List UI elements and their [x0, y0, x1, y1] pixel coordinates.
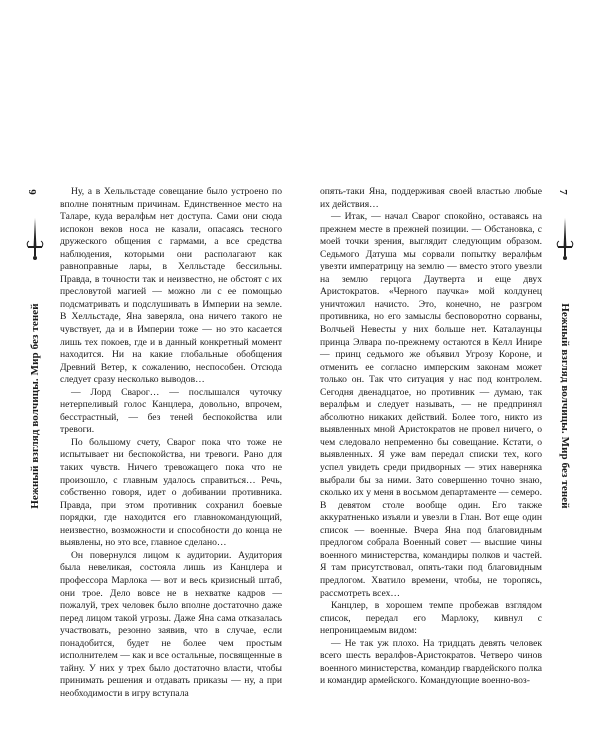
- page-number: 6: [26, 189, 39, 195]
- running-head: Нежный взгляд волчицы. Мир без теней: [559, 303, 571, 509]
- sword-ornament-icon: [555, 216, 575, 260]
- right-page: [300, 0, 600, 750]
- paragraph: Канцлер, в хорошем темпе пробежав взглядом список, передал его Марлоку, кивнул с непроницаемым видом:: [320, 600, 542, 637]
- paragraph: — Лорд Сварог… — послышался чуточку нетерпеливый голос Канцлера, довольно, впрочем, бесстрастный, — без теней беспокойства или тревоги.: [60, 386, 282, 436]
- sword-ornament-icon: [25, 216, 45, 260]
- paragraph: По большому счету, Сварог пока что тоже не испытывает ни беспокойства, ни тревоги. Рано для таких чувств. Ничего тревожащего пока что не произошло, с главным удалось справиться… Речь, собственно говоря, идет о добивании противника. Правда, при этом противник сохранил боевые порядки, где находится его главнокомандующий, неизвестно, возможности и способности до конца не выявлены, но это все, главное сделано…: [60, 436, 282, 549]
- paragraph: — Не так уж плохо. На тридцать девять человек всего шесть вералфов-Аристократов. Четверо чинов военного министерства, командир гвардейского полка и командир армейского. Командующие военно-воз-: [320, 637, 542, 687]
- right-side-band: [552, 150, 578, 630]
- paragraph: опять-таки Яна, поддерживая своей властью любые их действия…: [320, 186, 542, 210]
- running-head: Нежный взгляд волчицы. Мир без теней: [29, 303, 41, 509]
- body-text: [320, 186, 542, 688]
- page-number: 7: [556, 189, 569, 195]
- left-side-band: [22, 150, 48, 630]
- paragraph: — Итак, — начал Сварог спокойно, оставаясь на прежнем месте в прежней позиции. — Обстановка, с моей точки зрения, выглядит следующим образом. Седьмого Датуша мы сорвали попытку вералфьм увезти императрицу на землю — вместо этого увезли на землю герцога Даутверта и еще двух Аристократов. «Черного паучка» мой колдунец уничтожил начисто. Это, конечно, не разгром противника, но его замыслы бесповоротно сорваны, Волчьей Невесты у них больше нет. Каталаунцы принца Элвара по-прежнему остаются в Келл Инире — принц седьмого же объявил Угрозу Короне, и отменить ее согласно имперским законам может только он. Так что ситуация у нас под контролем. Сегодня двенадцатое, но противник — думаю, так вералфьм и следует называть, — не предпринял абсолютно никаких действий. Более того, никто из выявленных мной Аристократов не провел ничего, о чем следовало непременно бы совещание. Кстати, о выявленных. Я уже вам передал списки тех, кого успел увидеть среди придворных — этих наверняка выбрали бы за ними. Зато совершенно точно знаю, сколько их у меня в восьмом департаменте — семеро. В девятом столе вообще один. Его также аккуратненько изъяли и увезли в Глан. Вот еще один список — военные. Вчера Яна под благовидным предлогом собрала Военный совет — высшие чины военного министерства, командиры полков и частей. Я там присутствовал, опять-таки под благовидным предлогом. Хватило времени, чтобы, не торопясь, рассмотреть всех…: [320, 211, 542, 599]
- body-text: [60, 186, 282, 700]
- paragraph: Ну, а в Хельльстаде совещание было устроено по вполне понятным причинам. Единственное место на Таларе, куда вералфьм нет доступа. Сами они сюда испокон веков носа не казали, опасаясь тесного дружеского общения с гармами, а все средства наблюдения, которыми они располагают как равноправные лары, в Хелльстаде бессильны. Правда, в точности так и неизвестно, не обстоят с их пресловутой магией — можно ли с ее помощью подсматривать и подслушивать в Империи на земле. В Хелльстаде, Яна заверяла, она ничего такого не чувствует, да и в Империи тоже — но это касается лишь тех покоев, где и в данный конкретный момент находится. Ни на какие глобальные обобщения Древний Ветер, к сожалению, неспособен. Отсюда следует сразу несколько выводов…: [60, 186, 282, 386]
- paragraph: Он повернулся лицом к аудитории. Аудитория была невеликая, состояла лишь из Канцлера и профессора Марлока — вот и весь кризисный штаб, они трое. Дело вовсе не в нехватке кадров — пожалуй, трех человек было вполне достаточно даже перед лицом такой угрозы. Даже Яна сама отказалась участвовать, резонно заявив, что в случае, если понадобится, будет не более чем простым исполнителем — как и все остальные, посвященные в тайну. У них у трех было достаточно власти, чтобы принимать решения и отдавать приказы — ну, а при необходимости в игру вступала: [60, 549, 282, 699]
